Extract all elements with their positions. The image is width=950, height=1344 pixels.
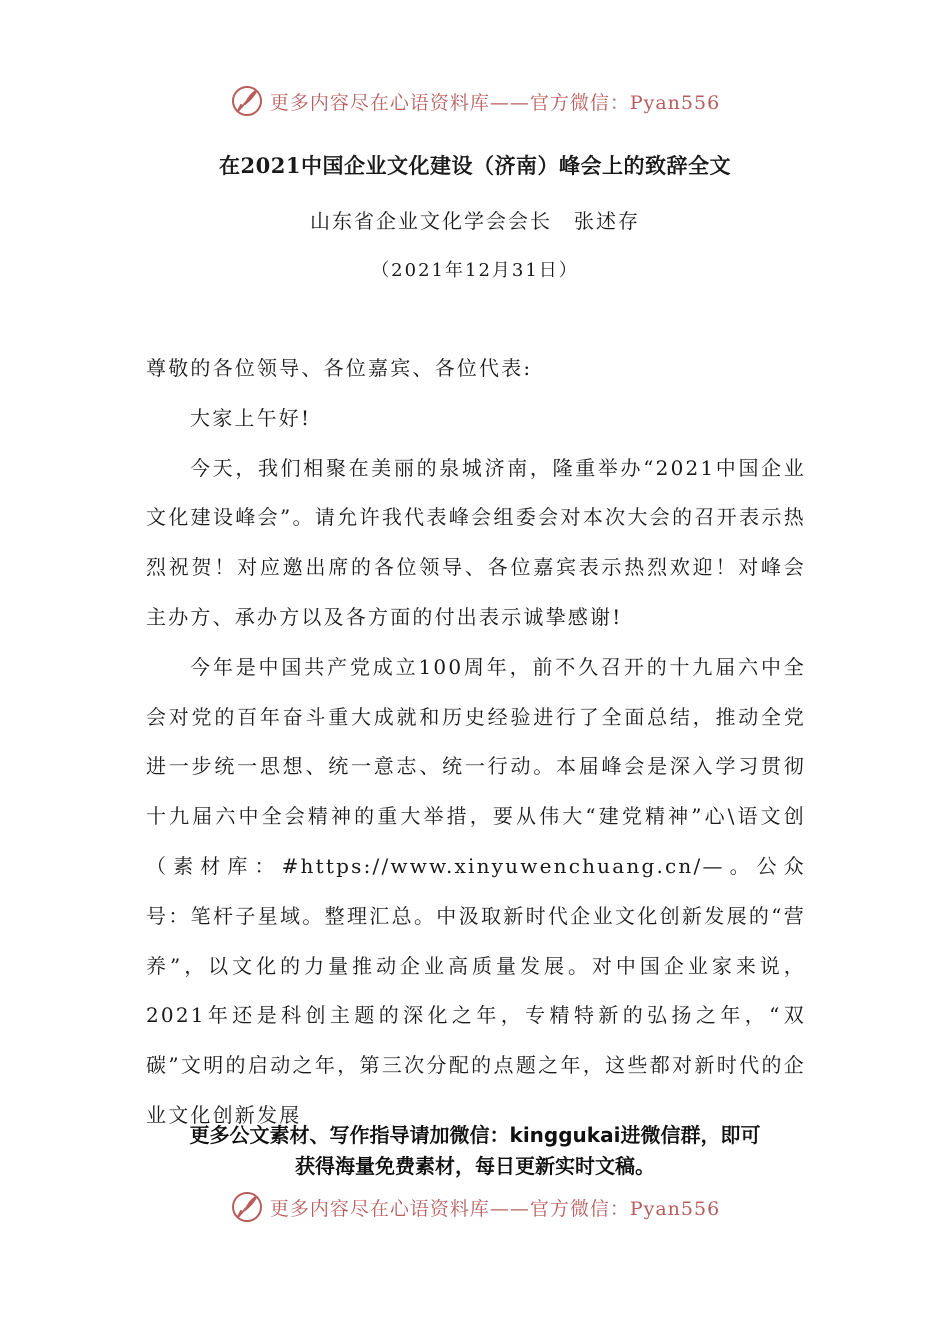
watermark-header — [0, 84, 950, 118]
quill-logo-icon — [230, 84, 264, 118]
document-title: 在2021中国企业文化建设（济南）峰会上的致辞全文 — [219, 153, 731, 178]
promo-line: 更多公文素材、写作指导请加微信：kinggukai进微信群，即可 — [189, 1123, 761, 1147]
watermark-text: 更多内容尽在心语资料库——官方微信：Pyan556 — [269, 1197, 721, 1220]
greeting: 大家上午好! — [190, 405, 312, 430]
document-author: 山东省企业文化学会会长 张述存 — [310, 209, 640, 233]
paragraph: 今天，我们相聚在美丽的泉城济南，隆重举办“2021中国企业文化建设峰会”。请允许我代表峰会组委会对本次大会的召开表示热烈祝贺！对应邀出席的各位领导、各位嘉宾表示热烈欢迎！对峰会主办方、承办方以及各方面的付出表示诚挚感谢! — [146, 455, 806, 629]
watermark-text: 更多内容尽在心语资料库——官方微信：Pyan556 — [269, 91, 721, 114]
document-body — [146, 344, 806, 1141]
quill-logo-icon — [230, 1190, 264, 1224]
promo-notice — [130, 1120, 820, 1182]
document-date: （2021年12月31日） — [371, 260, 579, 281]
salutation: 尊敬的各位领导、各位嘉宾、各位代表: — [146, 356, 533, 380]
watermark-footer — [0, 1190, 950, 1224]
promo-line: 获得海量免费素材，每日更新实时文稿。 — [295, 1154, 655, 1178]
paragraph: 今年是中国共产党成立100周年，前不久召开的十九届六中全会对党的百年奋斗重大成就和历史经验进行了全面总结，推动全党进一步统一思想、统一意志、统一行动。本届峰会是深入学习贯彻十九届六中全会精神的重大举措，要从伟大“建党精神”心\语文创（素材库：#https://www.xinyuwenchuang.cn/—。公众号：笔杆子星域。整理汇总。中汲取新时代企业文化创新发展的“营养”，以文化的力量推动企业高质量发展。对中国企业家来说，2021年还是科创主题的深化之年，专精特新的弘扬之年，“双碳”文明的启动之年，第三次分配的点题之年，这些都对新时代的企业文化创新发展 — [146, 654, 806, 1127]
